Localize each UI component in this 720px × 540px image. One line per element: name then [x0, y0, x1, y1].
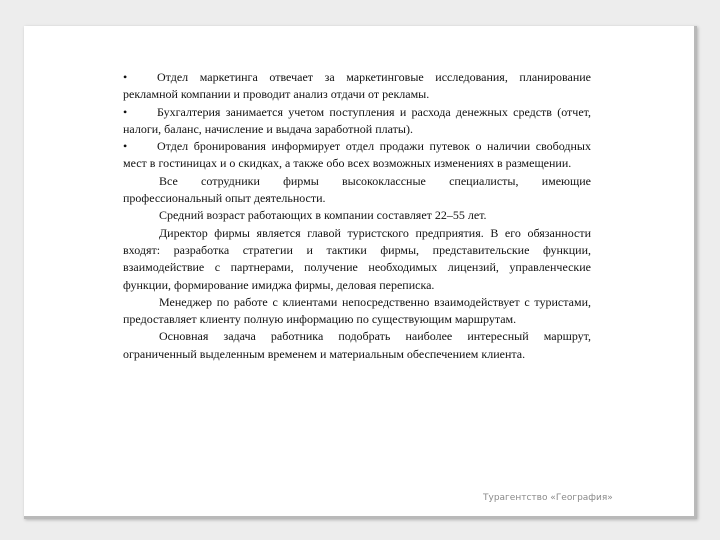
slide [24, 26, 697, 519]
slide-footer: Турагентство «География» [483, 493, 613, 503]
paragraph: Директор фирмы является главой туристского предприятия. В его обязанности входят: разработка стратегии и тактики фирмы, представительские функции, взаимодействие с партнерами, получение необходимых лицензий, управленческие функции, формирование имиджа фирмы, деловая переписка. [123, 225, 591, 292]
bullet-text: Отдел маркетинга отвечает за маркетинговые исследования, планирование рекламной компании и проводит анализ отдачи от рекламы. [123, 70, 591, 102]
bullet-item [123, 104, 591, 139]
bullet-marker: • [123, 139, 128, 154]
bullet-item [123, 69, 591, 104]
paragraph: Средний возраст работающих в компании составляет 22–55 лет. [159, 208, 487, 223]
slide-body [123, 69, 591, 363]
bullet-marker: • [123, 70, 128, 84]
paragraph: Все сотрудники фирмы высококлассные специалисты, имеющие профессиональный опыт деятельности. [123, 173, 591, 206]
bullet-text: Отдел бронирования информирует отдел продажи путевок о наличии свободных мест в гостиницах и о скидках, а также обо всех возможных изменениях в размещении. [123, 139, 591, 171]
bullet-marker: • [123, 104, 128, 119]
paragraph: Основная задача работника подобрать наиболее интересный маршрут, ограниченный выделенным временем и материальным обеспечением клиента. [123, 329, 591, 361]
bullet-text: Бухгалтерия занимается учетом поступления и расхода денежных средств (отчет, налоги, баланс, начисление и выдача заработной платы). [123, 104, 591, 136]
paragraph: Менеджер по работе с клиентами непосредственно взаимодействует с туристами, предоставляет клиенту полную информацию по существующим маршрутам. [123, 294, 591, 327]
bullet-item [123, 138, 591, 173]
